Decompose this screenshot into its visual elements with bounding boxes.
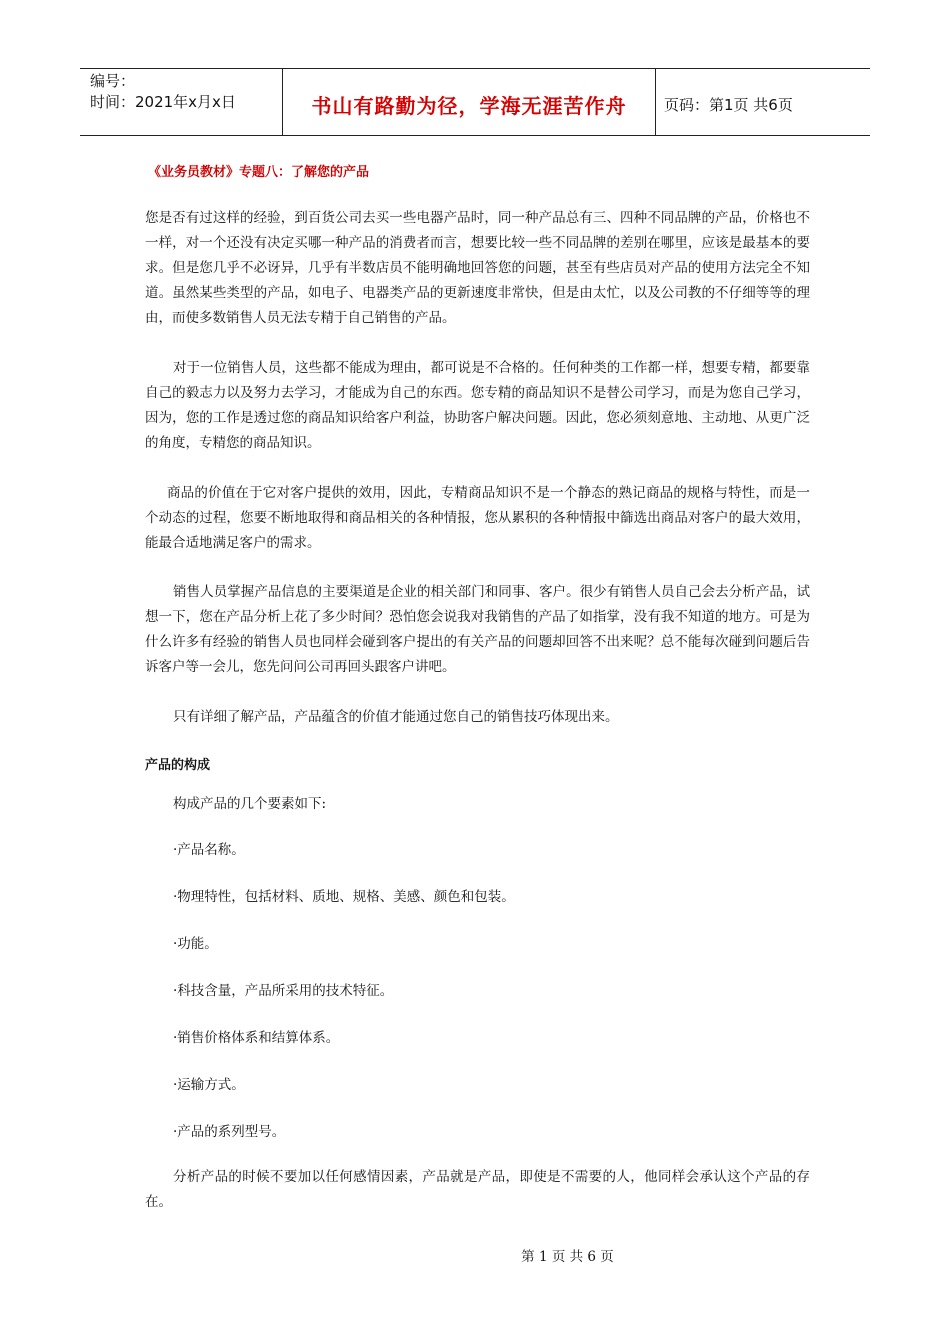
section-title: 产品的构成: [145, 758, 211, 773]
header-motto: 书山有路勤为径，学海无涯苦作舟: [282, 69, 656, 135]
list-item: ·科技含量，产品所采用的技术特征。: [173, 983, 394, 999]
document-number-label: 编号：: [90, 72, 136, 90]
paragraph: 对于一位销售人员，这些都不能成为理由，都可说是不合格的。任何种类的工作都一样，想要专精，都要靠自己的毅志力以及努力去学习，才能成为自己的东西。您专精的商品知识不是替公司学习，而是为您自己学习，因为，您的工作是透过您的商品知识给客户利益，协助客户解决问题。因此，您必须刻意地、主动地、从更广泛的角度，专精您的商品知识。: [145, 360, 810, 451]
list-item: ·物理特性，包括材料、质地、规格、美感、颜色和包装。: [173, 889, 515, 905]
section-intro: 构成产品的几个要素如下:: [173, 796, 327, 812]
closing-paragraph: 分析产品的时候不要加以任何感情因素，产品就是产品，即使是不需要的人，他同样会承认这个产品的存在。: [145, 1169, 810, 1210]
paragraph: 销售人员掌握产品信息的主要渠道是企业的相关部门和同事、客户。很少有销售人员自己会去分析产品，试想一下，您在产品分析上花了多少时间？恐怕您会说我对我销售的产品了如指掌，没有我不知道的地方。可是为什么许多有经验的销售人员也同样会碰到客户提出的有关产品的问题却回答不出来呢？总不能每次碰到问题后告诉客户等一会儿，您先问问公司再回头跟客户讲吧。: [145, 584, 810, 675]
list-item: ·运输方式。: [173, 1077, 245, 1093]
header-meta-cell: [80, 69, 282, 135]
document-body: [145, 160, 810, 1215]
document-date-label: 时间：2021年x月x日: [90, 93, 236, 111]
page-footer: 第 1 页 共 6 页: [521, 1249, 614, 1265]
header-page-number: 页码：第1页 共6页: [664, 95, 793, 114]
paragraph: 只有详细了解产品，产品蕴含的价值才能通过您自己的销售技巧体现出来。: [173, 709, 619, 725]
paragraph: 您是否有过这样的经验，到百货公司去买一些电器产品时，同一种产品总有三、四种不同品牌的产品，价格也不一样，对一个还没有决定买哪一种产品的消费者而言，想要比较一些不同品牌的差别在哪里，应该是最基本的要求。但是您几乎不必讶异，几乎有半数店员不能明确地回答您的问题，甚至有些店员对产品的使用方法完全不知道。虽然某些类型的产品，如电子、电器类产品的更新速度非常快，但是由太忙，以及公司教的不仔细等等的理由，而使多数销售人员无法专精于自己销售的产品。: [145, 210, 810, 326]
list-item: ·销售价格体系和结算体系。: [173, 1030, 340, 1046]
page-header: [80, 68, 870, 136]
list-item: ·产品名称。: [173, 842, 245, 858]
document-title: 《业务员教材》专题八：了解您的产品: [148, 165, 370, 180]
list-item: ·产品的系列型号。: [173, 1124, 286, 1140]
paragraph: 商品的价值在于它对客户提供的效用，因此，专精商品知识不是一个静态的熟记商品的规格与特性，而是一个动态的过程，您要不断地取得和商品相关的各种情报，您从累积的各种情报中篩选出商品对客户的最大效用，能最合适地满足客户的需求。: [145, 485, 810, 551]
list-item: ·功能。: [173, 936, 218, 952]
